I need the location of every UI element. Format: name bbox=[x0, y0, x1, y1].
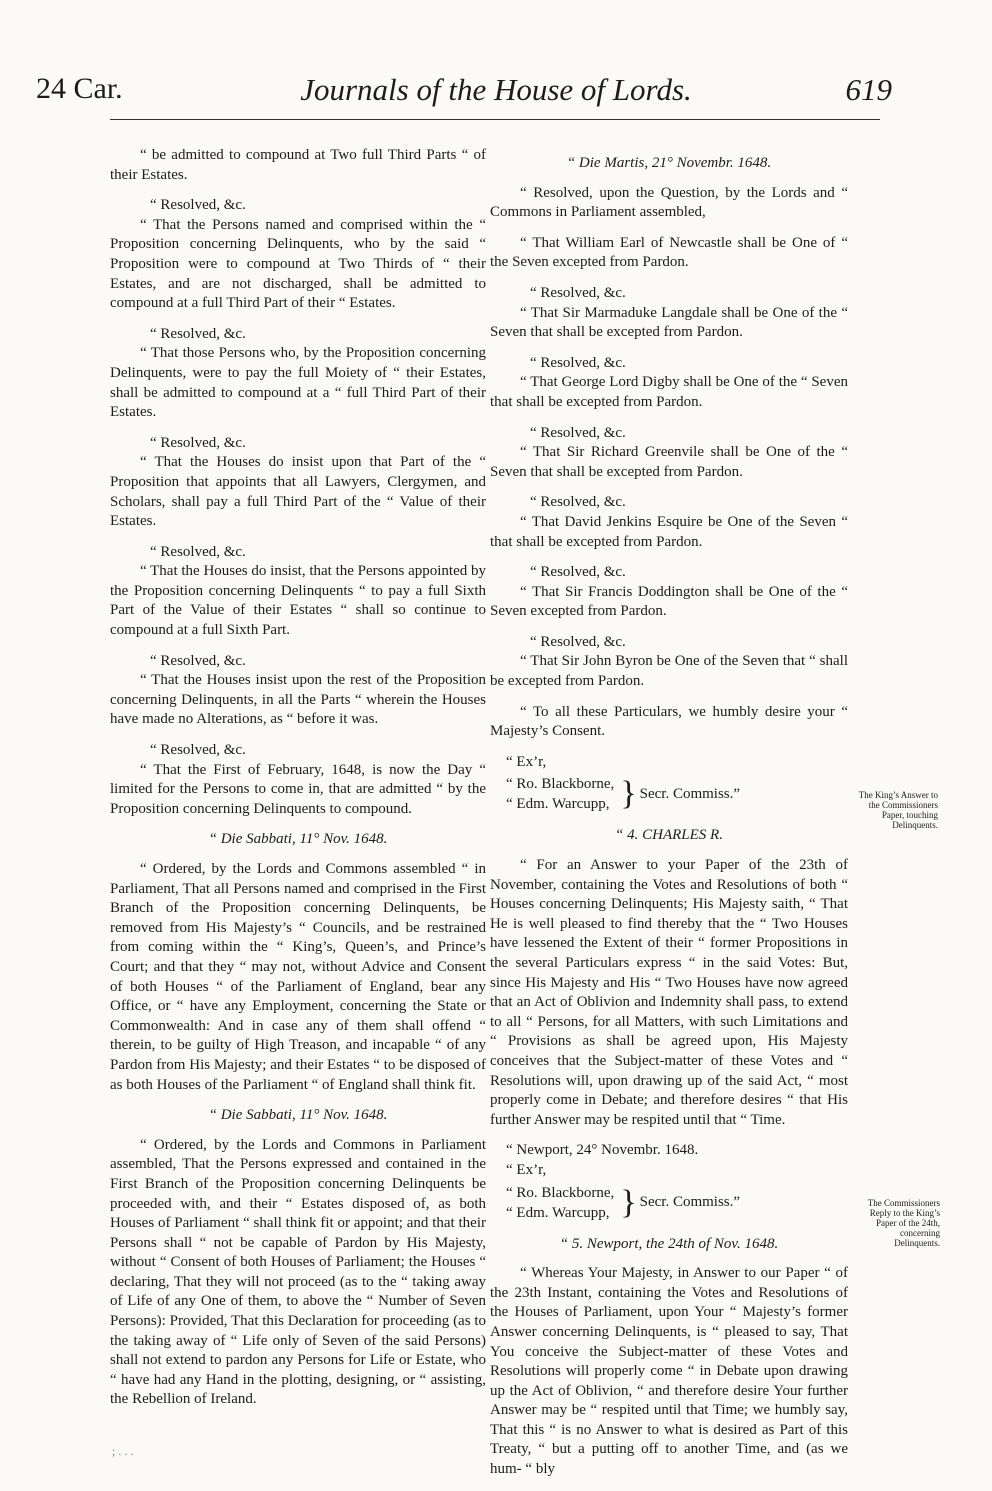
paragraph: “ That the Persons named and comprised within the “ Proposition concerning Delinquents, who by the said “ Proposition were to compound at Two Thirds of “ their Estates, and are not discharged, shall be admitted to compound at a full Third Part of their “ Estates. bbox=[110, 216, 486, 312]
page-title: Journals of the House of Lords. bbox=[300, 72, 692, 107]
resolved-line: “ Resolved, &c. bbox=[150, 325, 246, 342]
paragraph: “ That the First of February, 1648, is now the Day “ limited for the Persons to come in, that are admitted “ by the Proposition concerning Delinquents to compound. bbox=[110, 761, 486, 817]
signatory-name: “ Ro. Blackborne, bbox=[506, 1184, 615, 1201]
resolved-line: “ Resolved, &c. bbox=[150, 197, 246, 214]
signature-block bbox=[506, 1183, 848, 1223]
signatory-name: “ Ro. Blackborne, bbox=[506, 776, 615, 793]
signatory-names bbox=[506, 1183, 614, 1223]
paragraph: “ That the Houses do insist upon that Part of the “ Proposition that appoints that all Lawyers, Clergymen, and Scholars, shall pay a full Third Part of the “ Value of their Estates. bbox=[110, 454, 486, 530]
header-left: 24 Car. bbox=[36, 72, 123, 105]
page-number: 619 bbox=[845, 72, 892, 107]
resolved-line: “ Resolved, &c. bbox=[530, 564, 626, 581]
signatory-role: Secr. Commiss.” bbox=[639, 785, 741, 802]
left-column bbox=[110, 146, 486, 1421]
paragraph: “ To all these Particulars, we humbly desire your “ Majesty’s Consent. bbox=[490, 703, 848, 740]
paragraph: “ That George Lord Digby shall be One of the “ Seven that shall be excepted from Pardon. bbox=[490, 374, 848, 410]
signature-line: “ Ex’r, bbox=[506, 1161, 547, 1178]
paragraph: “ Resolved, upon the Question, by the Lords and “ Commons in Parliament assembled, bbox=[490, 184, 848, 221]
resolved-line: “ Resolved, &c. bbox=[530, 424, 626, 441]
paragraph: “ Whereas Your Majesty, in Answer to our Paper “ of the 23th Instant, containing the Votes and Resolutions of the Houses of Parliament, upon Your “ Majesty’s former Answer concerning Delinquents, is “ pleased to say, That You conceive the Subject-matter of these Votes and Resolutions will properly come “ in Debate upon drawing up the Act of Oblivion, “ and therefore desire Your further Answer may be “ respited until that Time; we humbly say, That this “ is no Answer to what is desired as Part of this Treaty, “ but a putting off to another Time, and (as we hum- “ bly bbox=[490, 1265, 848, 1478]
signature-block bbox=[506, 774, 848, 814]
paragraph: “ That those Persons who, by the Proposition concerning Delinquents, were to pay the full Moiety of “ their Estates, shall be admitted to compound at a “ full Third Part of their Estates. bbox=[110, 345, 486, 421]
resolved-line: “ Resolved, &c. bbox=[150, 434, 246, 451]
paragraph: “ That William Earl of Newcastle shall be One of “ the Seven excepted from Pardon. bbox=[490, 234, 848, 271]
brace-glyph: } bbox=[620, 1183, 637, 1221]
header-rule bbox=[110, 119, 880, 120]
signatory-role: Secr. Commiss.” bbox=[639, 1193, 741, 1210]
paragraph: “ That David Jenkins Esquire be One of the Seven “ that shall be excepted from Pardon. bbox=[490, 513, 848, 550]
footer-dots: ; . . . bbox=[112, 1444, 134, 1458]
signatory-name: “ Edm. Warcupp, bbox=[506, 796, 610, 813]
margin-note-2: The Commissioners Reply to the King’s Paper of the 24th, concerning Delinquents. bbox=[867, 1198, 940, 1248]
resolved-line: “ Resolved, &c. bbox=[150, 652, 246, 669]
paragraph: “ That Sir John Byron be One of the Seven that “ shall be excepted from Pardon. bbox=[490, 653, 848, 690]
dated-heading: “ Die Sabbati, 11° Nov. 1648. bbox=[208, 1107, 388, 1124]
paragraph: “ That the Houses do insist, that the Persons appointed by the Proposition concerning Delinquents “ to pay a full Sixth Part of the Value of their Estates “ shall so continue to compound at a full Sixth Part. bbox=[110, 563, 486, 639]
signature-line: “ Newport, 24° Novembr. 1648. bbox=[506, 1142, 699, 1159]
margin-note-1: The King’s Answer to the Commissioners Paper, touching Delinquents. bbox=[858, 790, 938, 830]
dated-heading: “ Die Sabbati, 11° Nov. 1648. bbox=[208, 831, 388, 848]
paragraph: “ Ordered, by the Lords and Commons assembled “ in Parliament, That all Persons named and comprised in the First Branch of the Proposition concerning Delinquents, be removed from His Majesty’s “ Councils, and be restrained from coming within the “ King’s, Queen’s, and Prince’s Court; and that they “ may not, without Advice and Consent of both Houses “ of the Parliament of England, bear any Office, or “ have any Employment, concerning the State or Commonwealth: And in case any of them shall offend “ therein, to be guilty of High Treason, and incapable “ of any Pardon from His Majesty; and their Estates “ to be disposed of as both Houses of the Parliament “ of England shall think fit. bbox=[110, 861, 486, 1093]
paragraph: “ Ordered, by the Lords and Commons in Parliament assembled, That the Persons expressed and contained in the First Branch of the Proposition concerning Delinquents be proceeded with, and their “ Estates disposed of, as both Houses of Parliament “ shall think fit or appoint; and that their Persons shall “ not be capable of Pardon by His Majesty, without “ Consent of both Houses of Parliament; the Houses “ declaring, That they will not proceed (as to the “ taking away of Life of any One of them, to above the “ Number of Seven Persons): Provided, That this Declaration for proceeding (as to the taking away of “ Life only of Seven of the said Persons) shall not extend to pardon any Persons for Life or Estate, who “ have had any Hand in the plotting, designing, or “ assisting, the Rebellion of Ireland. bbox=[110, 1136, 486, 1408]
signature-line: “ Ex’r, bbox=[506, 753, 547, 770]
resolved-line: “ Resolved, &c. bbox=[150, 742, 246, 759]
dated-heading: “ 4. CHARLES R. bbox=[615, 827, 723, 844]
signatory-names bbox=[506, 774, 614, 814]
resolved-line: “ Resolved, &c. bbox=[530, 284, 626, 301]
right-column bbox=[490, 146, 848, 1491]
resolved-line: “ Resolved, &c. bbox=[530, 494, 626, 511]
brace-glyph: } bbox=[620, 775, 637, 813]
resolved-line: “ Resolved, &c. bbox=[150, 543, 246, 560]
paragraph: “ That Sir Richard Greenvile shall be One of the “ Seven that shall be excepted from Pardon. bbox=[490, 444, 848, 480]
signatory-name: “ Edm. Warcupp, bbox=[506, 1204, 610, 1221]
paragraph: “ That Sir Francis Doddington shall be One of the “ Seven excepted from Pardon. bbox=[490, 583, 848, 620]
paragraph: “ For an Answer to your Paper of the 23th of November, containing the Votes and Resolutions of both “ Houses concerning Delinquents; His Majesty saith, “ That He is well pleased to find thereby that the “ Two Houses have lessened the Extent of their “ former Propositions in the several Particulars express “ in the said Votes: But, since His Majesty and His “ Two Houses have now agreed that an Act of Oblivion and Indemnity shall pass, to extend to all “ Persons, for all Matters, with such Limitations and “ Provisions as shall be agreed upon, His Majesty conceives that the Subject-matter of these Votes and “ Resolutions will, upon drawing up of the said Act, “ most properly come in Debate; and therefore desires “ that His further Answer may be respited until that “ Time. bbox=[490, 857, 848, 1128]
paragraph: “ That Sir Marmaduke Langdale shall be One of the “ Seven that shall be excepted from Pardon. bbox=[490, 304, 848, 341]
dated-heading: “ 5. Newport, the 24th of Nov. 1648. bbox=[559, 1235, 779, 1252]
resolved-line: “ Resolved, &c. bbox=[530, 354, 626, 371]
running-header bbox=[0, 72, 992, 122]
resolved-line: “ Resolved, &c. bbox=[530, 633, 626, 650]
paragraph: “ That the Houses insist upon the rest of the Proposition concerning Delinquents, in all the Parts “ wherein the Houses have made no Alterations, as “ before it was. bbox=[110, 672, 486, 728]
dated-heading: “ Die Martis, 21° Novembr. 1648. bbox=[566, 155, 772, 171]
paragraph: “ be admitted to compound at Two full Third Parts “ of their Estates. bbox=[110, 147, 486, 183]
